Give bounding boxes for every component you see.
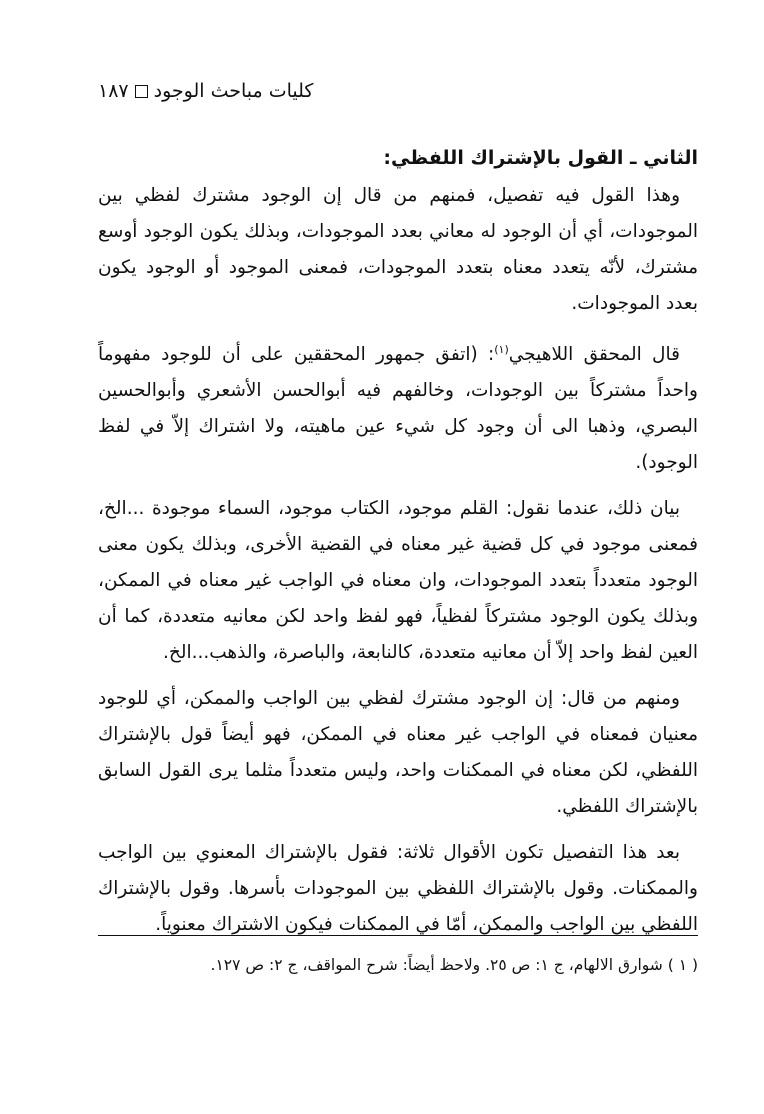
- square-separator-icon: [135, 85, 148, 98]
- footnote-divider: [98, 935, 698, 936]
- paragraph: ومنهم من قال: إن الوجود مشترك لفظي بين الواجب والممكن، أي للوجود معنيان فمعناه في الواجب غير معناه في الممكن، فهو أيضاً قول بالإشتراك اللفظي، لكن معناه في الممكنات واحد، وليس متعدداً مثلما يرى القول السابق بالإشتراك اللفظي.: [98, 688, 698, 818]
- paragraph: بعد هذا التفصيل تكون الأقوال ثلاثة: فقول بالإشتراك المعنوي بين الواجب والممكنات. وقول بالإشتراك اللفظي بين الموجودات بأسرها. وقول بالإشتراك اللفظي بين الواجب والممكن، أمّا في الممكنات فيكون الاشتراك معنوياً.: [98, 842, 698, 936]
- footnote-ref: (١): [494, 343, 509, 356]
- page-number: ١٨٧: [98, 80, 129, 102]
- section-heading: الثاني ـ القول بالإشتراك اللفظي:: [383, 147, 698, 169]
- paragraph: وهذا القول فيه تفصيل، فمنهم من قال إن الوجود مشترك لفظي بين الموجودات، أي أن الوجود له معاني بعدد الموجودات، وبذلك يكون الوجود أوسع مشترك، لأنّه يتعدد معناه بتعدد الموجودات، فمعنى الموجود أو الوجود يكون بعدد الموجودات.: [98, 185, 698, 314]
- main-text: [98, 140, 698, 953]
- paragraph: بيان ذلك، عندما نقول: القلم موجود، الكتاب موجود، السماء موجودة ...الخ، فمعنى موجود في كل قضية غير معناه في القضية الأخرى، وبذلك يكون معنى الوجود متعدداً بتعدد الموجودات، وان معناه في الواجب غير معناه في الممكن، وبذلك يكون الوجود مشتركاً لفظياً، فهو لفظ واحد لكن معانيه متعددة، كما أن العين لفظ واحد إلاّ أن معانيه متعددة، كالنابعة، والباصرة، والذهب...الخ.: [98, 498, 698, 664]
- running-header: [98, 80, 313, 102]
- header-title: كليات مباحث الوجود: [153, 80, 314, 102]
- footnote: ( ١ ) شوارق الالهام، ج ١: ص ٢٥. ولاحظ أيضاً: شرح المواقف، ج ٢: ص ١٢٧.: [210, 956, 698, 974]
- paragraph: قال المحقق اللاهيجي$^{(١)}$: (اتفق جمهور المحققين على أن للوجود مفهوماً واحداً مشتركاً بين الوجودات، وخالفهم فيه أبوالحسن الأشعري وأبوالحسين البصري، وذهبا الى أن وجود كل شيء عين ماهيته، ولا اشتراك إلاّ في لفظ الوجود).: [98, 343, 698, 474]
